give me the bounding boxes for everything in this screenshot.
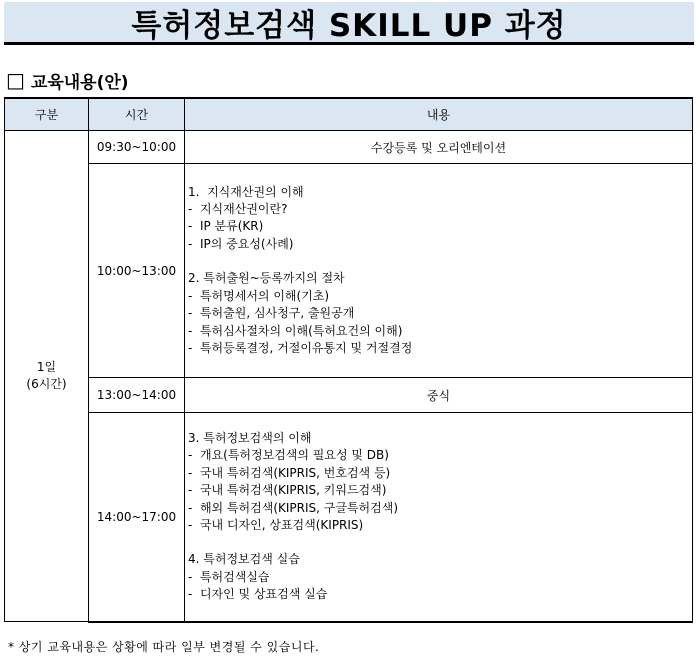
content-cell xyxy=(185,164,693,378)
list-item: - 디자인 및 상표검색 실습 xyxy=(188,587,328,602)
table-header-row xyxy=(5,98,693,131)
table-row xyxy=(5,413,693,622)
table-row xyxy=(5,164,693,378)
list-item: - 국내 특허검색(KIPRIS, 번호검색 등) xyxy=(188,465,391,480)
list-item: - 특허출원, 심사청구, 출원공개 xyxy=(188,306,355,321)
list-item: - 특허등록결정, 거절이유통지 및 거절결정 xyxy=(188,340,413,355)
header-time: 시간 xyxy=(89,98,185,131)
list-item: - 특허심사절차의 이해(특허요건의 이해) xyxy=(188,323,403,338)
curriculum-table xyxy=(4,97,693,623)
section-heading-label: 교육내용(안) xyxy=(30,72,129,93)
time-cell: 09:30~10:00 xyxy=(89,131,185,164)
header-category: 구분 xyxy=(5,98,89,131)
time-cell: 14:00~17:00 xyxy=(89,413,185,622)
checkbox-icon: □ xyxy=(6,68,25,92)
day-cell xyxy=(5,131,89,622)
table-row xyxy=(5,378,693,413)
list-heading: 4. 특허정보검색 실습 xyxy=(188,552,300,567)
table-row xyxy=(5,131,693,164)
section-heading xyxy=(6,68,129,92)
list-item: - 국내 디자인, 상표검색(KIPRIS) xyxy=(188,517,364,532)
list-heading: 3. 특허정보검색의 이해 xyxy=(188,430,312,445)
page-title-text: 특허정보검색 SKILL UP 과정 xyxy=(131,7,567,44)
list-item: - 특허명세서의 이해(기초) xyxy=(188,288,330,303)
header-content: 내용 xyxy=(185,98,693,131)
list-heading: 2. 특허출원~등록까지의 절차 xyxy=(188,271,345,286)
content-cell: 수강등록 및 오리엔테이션 xyxy=(185,131,693,164)
day-label: 1일 xyxy=(36,360,57,374)
footnote: * 상기 교육내용은 상황에 따라 일부 변경될 수 있습니다. xyxy=(8,640,320,654)
page-title xyxy=(4,2,694,45)
list-item: - IP 분류(KR) xyxy=(188,219,264,234)
list-item: - 국내 특허검색(KIPRIS, 키워드검색) xyxy=(188,483,387,498)
time-cell: 10:00~13:00 xyxy=(89,164,185,378)
list-heading: 1. 지식재산권의 이해 xyxy=(188,184,304,199)
content-cell xyxy=(185,413,693,622)
list-item: - IP의 중요성(사례) xyxy=(188,236,294,251)
list-item: - 지식재산권이란? xyxy=(188,202,288,217)
list-item: - 해외 특허검색(KIPRIS, 구글특허검색) xyxy=(188,500,399,515)
day-hours: (6시간) xyxy=(26,377,67,391)
time-cell: 13:00~14:00 xyxy=(89,378,185,413)
content-cell: 중식 xyxy=(185,378,693,413)
list-item: - 특허검색실습 xyxy=(188,569,270,584)
list-item: - 개요(특허정보검색의 필요성 및 DB) xyxy=(188,448,389,463)
